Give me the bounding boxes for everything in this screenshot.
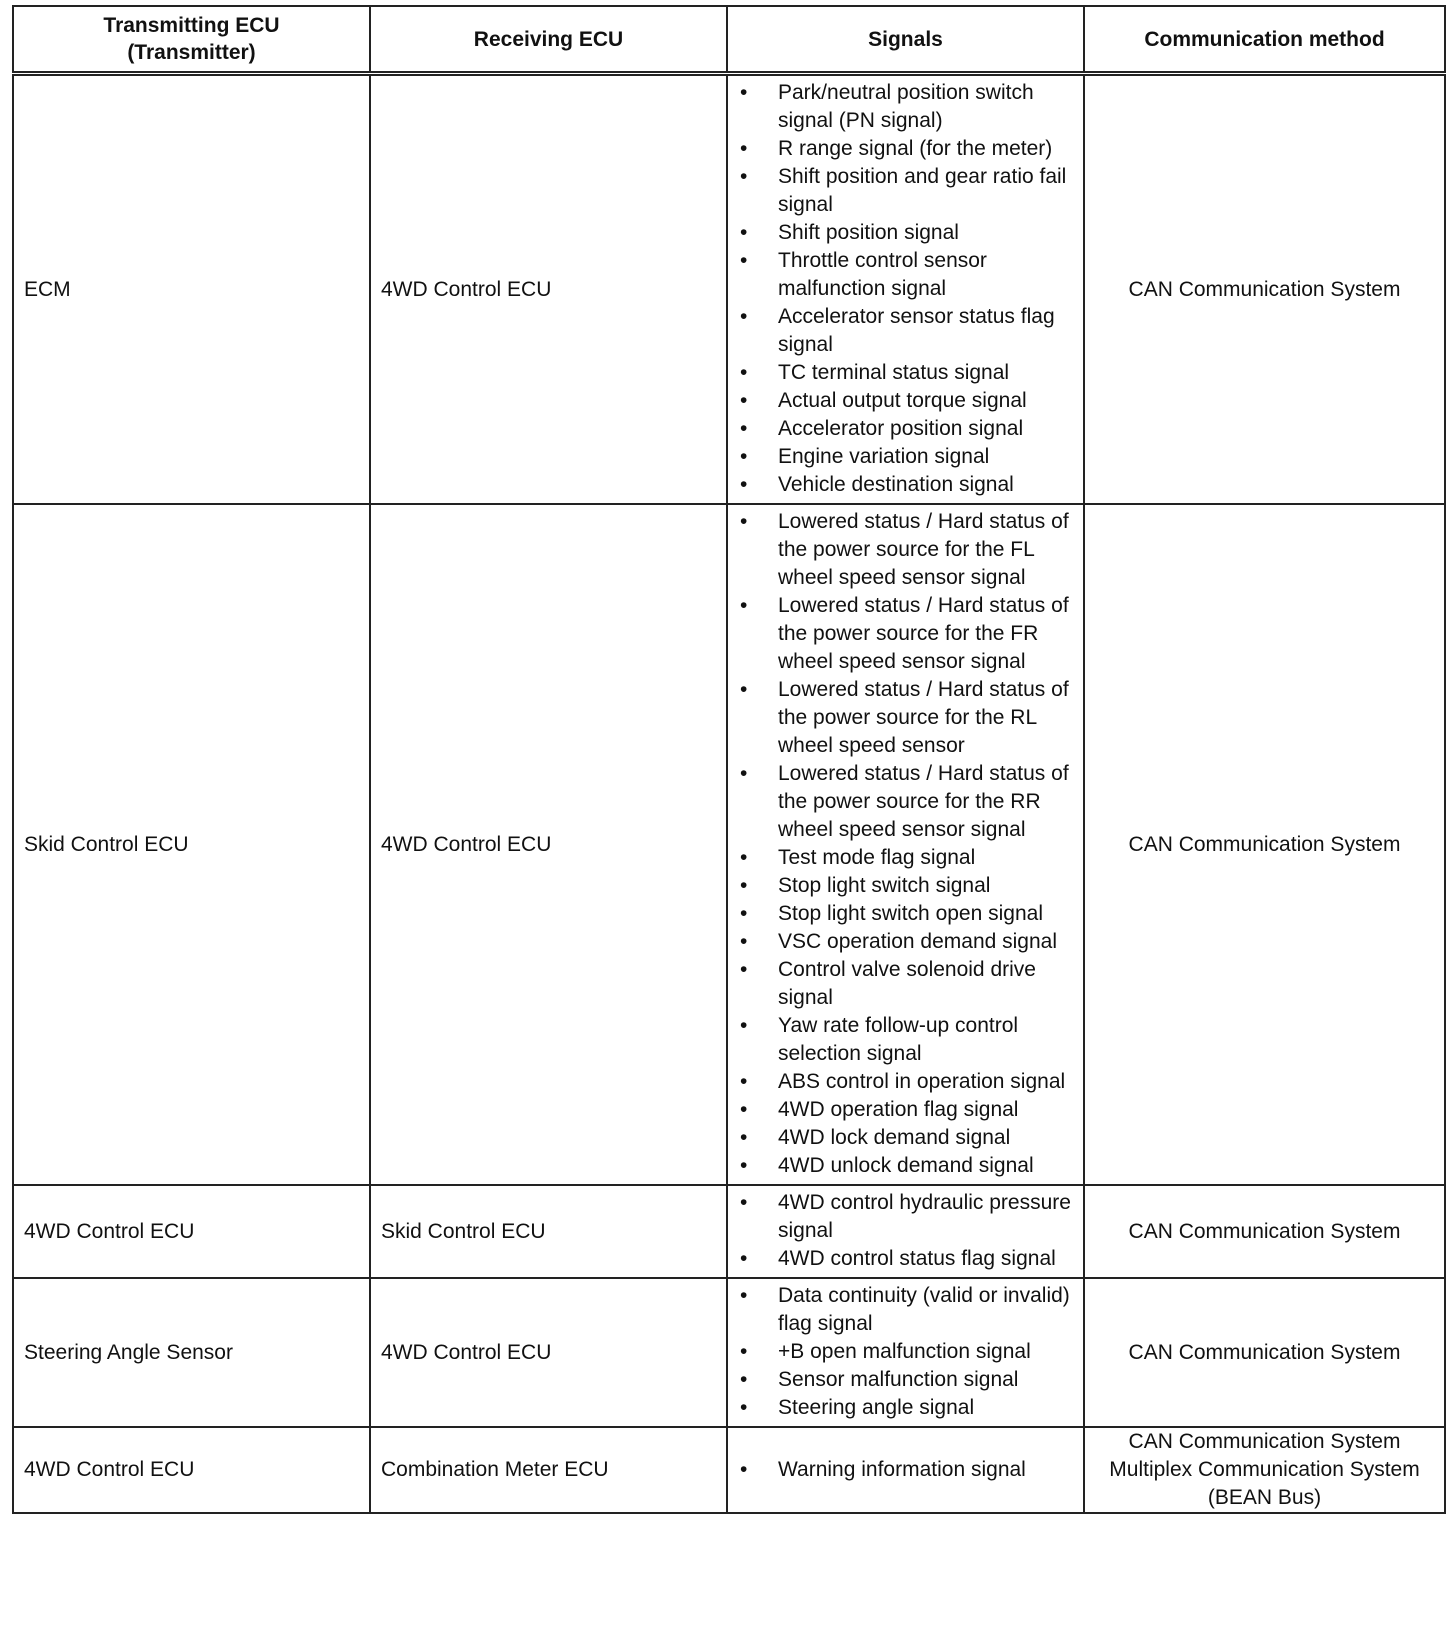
signal-text: Yaw rate follow-up control selection signal xyxy=(778,1014,1019,1065)
signal-item xyxy=(728,1394,1077,1422)
signal-item xyxy=(728,163,1077,219)
signal-text: Lowered status / Hard status of the power source for the FL wheel speed sensor signal xyxy=(778,510,1069,589)
receiving-ecu-cell: Skid Control ECU xyxy=(370,1185,727,1278)
signal-text: Stop light switch signal xyxy=(778,874,991,897)
bullet-icon: • xyxy=(740,1396,748,1419)
bullet-icon: • xyxy=(740,221,748,244)
header-row xyxy=(13,6,1445,74)
signal-text: Park/neutral position switch signal (PN signal) xyxy=(778,81,1034,132)
signal-item xyxy=(728,1096,1077,1124)
signal-text: Control valve solenoid drive signal xyxy=(778,958,1036,1009)
signal-text: VSC operation demand signal xyxy=(778,930,1058,953)
header-receiving-ecu: Receiving ECU xyxy=(370,6,727,74)
signal-text: Throttle control sensor malfunction signal xyxy=(778,249,987,300)
signal-item xyxy=(728,1068,1077,1096)
signal-text: 4WD control status flag signal xyxy=(778,1247,1056,1270)
signal-text: Sensor malfunction signal xyxy=(778,1368,1019,1391)
signal-list xyxy=(728,1456,1077,1484)
signal-text: TC terminal status signal xyxy=(778,361,1010,384)
signal-item xyxy=(728,592,1077,676)
bullet-icon: • xyxy=(740,417,748,440)
communication-method-cell: CAN Communication System xyxy=(1084,1278,1445,1427)
signal-item xyxy=(728,872,1077,900)
receiving-ecu-cell: 4WD Control ECU xyxy=(370,1278,727,1427)
communication-method-cell: CAN Communication System xyxy=(1084,1185,1445,1278)
signal-item xyxy=(728,1245,1077,1273)
bullet-icon: • xyxy=(740,445,748,468)
signal-text: 4WD lock demand signal xyxy=(778,1126,1011,1149)
signal-item xyxy=(728,1456,1077,1484)
bullet-icon: • xyxy=(740,846,748,869)
bullet-icon: • xyxy=(740,1070,748,1093)
signal-text: Shift position and gear ratio fail signal xyxy=(778,165,1067,216)
table-header xyxy=(13,6,1445,74)
bullet-icon: • xyxy=(740,1457,748,1481)
bullet-icon: • xyxy=(740,1191,748,1214)
bullet-icon: • xyxy=(740,958,748,981)
signal-item xyxy=(728,1152,1077,1180)
signal-item xyxy=(728,247,1077,303)
header-transmitting-ecu: Transmitting ECU (Transmitter) xyxy=(13,6,370,74)
signal-text: 4WD control hydraulic pressure signal xyxy=(778,1191,1071,1242)
bullet-icon: • xyxy=(740,1154,748,1177)
bullet-icon: • xyxy=(740,902,748,925)
bullet-icon: • xyxy=(740,678,748,701)
receiving-ecu-cell: Combination Meter ECU xyxy=(370,1427,727,1513)
bullet-icon: • xyxy=(740,594,748,617)
signal-text: Steering angle signal xyxy=(778,1396,975,1419)
communication-signals-table xyxy=(12,5,1446,1514)
communication-method-cell: CAN Communication System xyxy=(1084,504,1445,1185)
bullet-icon: • xyxy=(740,1098,748,1121)
bullet-icon: • xyxy=(740,1014,748,1037)
table-row xyxy=(13,504,1445,1185)
signal-text: Engine variation signal xyxy=(778,445,990,468)
signal-item xyxy=(728,760,1077,844)
signal-item xyxy=(728,443,1077,471)
signals-cell xyxy=(727,1185,1084,1278)
signal-text: +B open malfunction signal xyxy=(778,1340,1031,1363)
signal-item xyxy=(728,79,1077,135)
signal-text: Accelerator position signal xyxy=(778,417,1024,440)
transmitting-ecu-cell: 4WD Control ECU xyxy=(13,1427,370,1513)
signal-text: Test mode flag signal xyxy=(778,846,976,869)
signal-item xyxy=(728,303,1077,359)
signals-cell xyxy=(727,504,1084,1185)
signal-item xyxy=(728,415,1077,443)
signals-cell xyxy=(727,1427,1084,1513)
communication-method-cell: CAN Communication System Multiplex Communication System (BEAN Bus) xyxy=(1084,1427,1445,1513)
signal-text: Lowered status / Hard status of the power source for the FR wheel speed sensor signal xyxy=(778,594,1069,673)
signal-text: Lowered status / Hard status of the power source for the RL wheel speed sensor xyxy=(778,678,1069,757)
header-communication-method: Communication method xyxy=(1084,6,1445,74)
bullet-icon: • xyxy=(740,389,748,412)
signal-text: R range signal (for the meter) xyxy=(778,137,1053,160)
receiving-ecu-cell: 4WD Control ECU xyxy=(370,74,727,505)
table-row xyxy=(13,1427,1445,1513)
signal-text: ABS control in operation signal xyxy=(778,1070,1066,1093)
bullet-icon: • xyxy=(740,473,748,496)
signal-item xyxy=(728,1124,1077,1152)
bullet-icon: • xyxy=(740,1126,748,1149)
bullet-icon: • xyxy=(740,81,748,104)
signal-list xyxy=(728,79,1077,499)
signal-item xyxy=(728,387,1077,415)
signal-text: 4WD operation flag signal xyxy=(778,1098,1019,1121)
transmitting-ecu-cell: ECM xyxy=(13,74,370,505)
bullet-icon: • xyxy=(740,930,748,953)
receiving-ecu-cell: 4WD Control ECU xyxy=(370,504,727,1185)
signal-item xyxy=(728,928,1077,956)
bullet-icon: • xyxy=(740,137,748,160)
signal-text: Shift position signal xyxy=(778,221,959,244)
communication-method-cell: CAN Communication System xyxy=(1084,74,1445,505)
header-signals: Signals xyxy=(727,6,1084,74)
table-row xyxy=(13,1185,1445,1278)
signal-item xyxy=(728,471,1077,499)
signal-text: 4WD unlock demand signal xyxy=(778,1154,1034,1177)
signal-item xyxy=(728,1338,1077,1366)
signal-item xyxy=(728,219,1077,247)
bullet-icon: • xyxy=(740,1247,748,1270)
bullet-icon: • xyxy=(740,762,748,785)
signal-item xyxy=(728,844,1077,872)
bullet-icon: • xyxy=(740,1340,748,1363)
signal-item xyxy=(728,900,1077,928)
signal-item xyxy=(728,1366,1077,1394)
signal-list xyxy=(728,1282,1077,1422)
bullet-icon: • xyxy=(740,1284,748,1307)
signal-list xyxy=(728,508,1077,1180)
signals-cell xyxy=(727,1278,1084,1427)
transmitting-ecu-cell: Steering Angle Sensor xyxy=(13,1278,370,1427)
signal-item xyxy=(728,508,1077,592)
signal-list xyxy=(728,1189,1077,1273)
bullet-icon: • xyxy=(740,305,748,328)
signals-cell xyxy=(727,74,1084,505)
signal-text: Data continuity (valid or invalid) flag signal xyxy=(778,1284,1070,1335)
bullet-icon: • xyxy=(740,165,748,188)
bullet-icon: • xyxy=(740,510,748,533)
signal-text: Actual output torque signal xyxy=(778,389,1027,412)
bullet-icon: • xyxy=(740,361,748,384)
signal-text: Warning information signal xyxy=(778,1457,1026,1481)
bullet-icon: • xyxy=(740,874,748,897)
signal-item xyxy=(728,676,1077,760)
signal-text: Stop light switch open signal xyxy=(778,902,1043,925)
transmitting-ecu-cell: Skid Control ECU xyxy=(13,504,370,1185)
signal-item xyxy=(728,359,1077,387)
signal-text: Vehicle destination signal xyxy=(778,473,1014,496)
signal-text: Accelerator sensor status flag signal xyxy=(778,305,1055,356)
signal-item xyxy=(728,1282,1077,1338)
table-row xyxy=(13,1278,1445,1427)
transmitting-ecu-cell: 4WD Control ECU xyxy=(13,1185,370,1278)
signal-item xyxy=(728,135,1077,163)
table-body xyxy=(13,74,1445,1514)
table-row xyxy=(13,74,1445,505)
bullet-icon: • xyxy=(740,249,748,272)
signal-item xyxy=(728,1189,1077,1245)
bullet-icon: • xyxy=(740,1368,748,1391)
signal-item xyxy=(728,1012,1077,1068)
signal-text: Lowered status / Hard status of the power source for the RR wheel speed sensor signal xyxy=(778,762,1069,841)
signal-item xyxy=(728,956,1077,1012)
